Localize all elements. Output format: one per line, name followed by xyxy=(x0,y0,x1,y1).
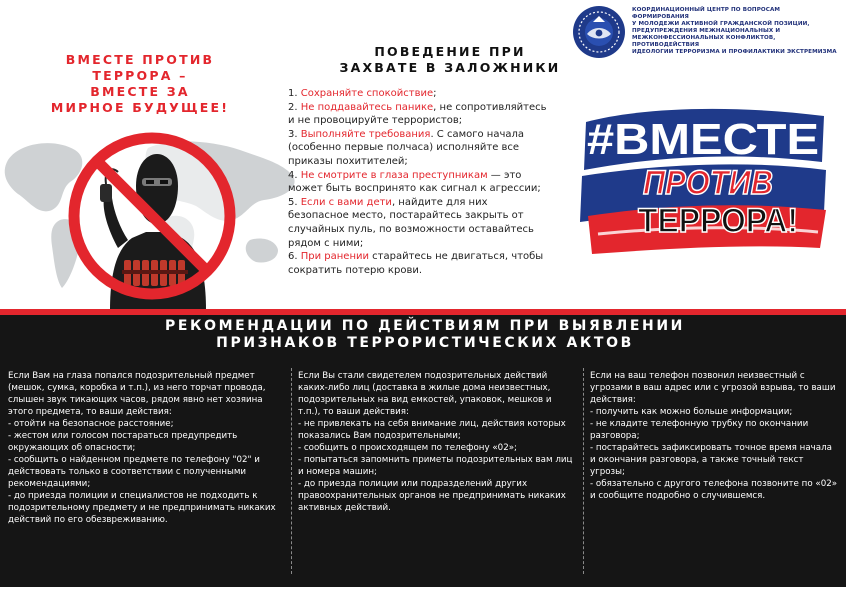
slogan-line: ВМЕСТЕ ПРОТИВ xyxy=(65,52,215,67)
list-item: - попытаться запомнить приметы подозрительных вам лиц и номера машин; xyxy=(298,455,573,477)
list-item: - жестом или голосом постараться предупредить окружающих об опасности; xyxy=(8,431,238,453)
bottom-strip xyxy=(0,587,846,596)
slogan-line: МИРНОЕ БУДУЩЕЕ! xyxy=(50,100,230,115)
item-text: — это может быть воспринято как сигнал к агрессии; xyxy=(288,169,541,195)
terrorist-prohibition-illustration xyxy=(0,120,300,310)
column-divider xyxy=(583,368,584,574)
list-item xyxy=(288,128,548,169)
list-item xyxy=(288,250,548,277)
org-name xyxy=(632,7,837,56)
item-number: 6. xyxy=(288,251,301,263)
item-text: старайтесь не двигаться, чтобы сократить потерю крови. xyxy=(288,251,544,276)
list-item: - сообщить о найденном предмете по телефону "02" и действовать только в соответствии с полученными рекомендациями; xyxy=(8,455,260,489)
vmeste-word: #ВМЕСТЕ xyxy=(587,115,819,164)
recommendation-column-suspicious-persons xyxy=(298,370,576,514)
hostage-instructions-list xyxy=(288,87,548,277)
slogan-line: ВМЕСТЕ ЗА xyxy=(90,84,190,99)
hostage-title-line: ПОВЕДЕНИЕ ПРИ xyxy=(374,44,526,59)
column-divider xyxy=(291,368,292,574)
item-number: 4. xyxy=(288,169,301,181)
terrora-word: ТЕРРОРА! xyxy=(638,202,798,240)
slogan-line: ТЕРРОРА – xyxy=(92,68,188,83)
list-item: - не привлекать на себя внимание лиц, действия которых показались Вам подозрительными; xyxy=(298,419,566,441)
paragraph: Если на ваш телефон позвонил неизвестный с угрозами в ваш адрес или с угрозой взрыва, то ваши действия: xyxy=(590,371,836,405)
item-number: 5. xyxy=(288,196,301,208)
org-name-line: ИДЕОЛОГИИ ТЕРРОРИЗМА И ПРОФИЛАКТИКИ ЭКСТРЕМИЗМА xyxy=(632,49,837,55)
item-highlight: Не поддавайтесь панике xyxy=(300,101,434,113)
list-item: - не кладите телефонную трубку по окончании разговора; xyxy=(590,419,809,441)
list-item: - получить как можно больше информации; xyxy=(590,407,793,417)
item-highlight: Выполняйте требования xyxy=(300,128,431,140)
item-number: 1. xyxy=(288,88,301,99)
list-item xyxy=(288,169,548,196)
list-item: - обязательно с другого телефона позвоните по «02» и сообщите подробно о случившемся. xyxy=(590,479,838,501)
org-name-line: КООРДИНАЦИОННЫЙ ЦЕНТР ПО ВОПРОСАМ ФОРМИРОВАНИЯ xyxy=(632,7,781,20)
item-text: , не сопротивляйтесь и не провоцируйте террористов; xyxy=(288,101,547,127)
slogan xyxy=(40,52,240,116)
list-item: - сообщить о происходящем по телефону «02»; xyxy=(298,443,517,453)
list-item: - отойти на безопасное расстояние; xyxy=(8,419,174,429)
list-item xyxy=(288,87,548,101)
item-number: 3. xyxy=(288,128,301,140)
paragraph: Если Вам на глаза попался подозрительный предмет (мешок, сумка, коробка и т.п.), из него торчат провода, слышен звук тикающих часов, рядом явно нет хозяина этого предмета, то ваши действия: xyxy=(8,371,266,417)
recommendations-title-line: РЕКОМЕНДАЦИИ ПО ДЕЙСТВИЯМ ПРИ ВЫЯВЛЕНИИ xyxy=(165,318,685,334)
protiv-word: ПРОТИВ xyxy=(643,164,773,202)
list-item xyxy=(288,196,548,250)
item-highlight: Сохраняйте спокойствие xyxy=(300,88,434,99)
paragraph: Если Вы стали свидетелем подозрительных действий каких-либо лиц (доставка в жилые дома неизвестных, подозрительных на вид емкостей, упаковок, мешков и т.п.), то ваши действия: xyxy=(298,371,552,417)
recommendation-column-phone-threat xyxy=(590,370,838,502)
recommendations-title xyxy=(60,318,790,352)
item-highlight: Не смотрите в глаза преступникам xyxy=(300,169,488,181)
list-item xyxy=(288,101,548,128)
recommendations-title-line: ПРИЗНАКОВ ТЕРРОРИСТИЧЕСКИХ АКТОВ xyxy=(216,335,634,351)
org-name-line: МЕЖКОНФЕССИОНАЛЬНЫХ КОНФЛИКТОВ, ПРОТИВОДЕЙСТВИЯ xyxy=(632,35,776,48)
org-emblem-icon xyxy=(571,4,627,60)
list-item: - до приезда полиции и специалистов не подходить к подозрительному предмету и не предпринимать никаких действий по его обезвреживанию. xyxy=(8,491,276,525)
org-name-line: ПРЕДУПРЕЖДЕНИЯ МЕЖНАЦИОНАЛЬНЫХ И xyxy=(632,28,781,34)
item-text: . С самого начала (особенно первые полчаса) исполняйте все приказы похитителей; xyxy=(288,128,525,167)
list-item: - до приезда полиции или подразделений других правоохранительных органов не предпринимать никаких активных действий. xyxy=(298,479,566,513)
item-highlight: При ранении xyxy=(300,251,369,263)
hostage-section-title xyxy=(300,44,600,76)
item-highlight: Если с вами дети xyxy=(300,196,392,208)
hostage-title-line: ЗАХВАТЕ В ЗАЛОЖНИКИ xyxy=(339,60,561,75)
vmeste-protiv-terrora-logo xyxy=(578,98,828,258)
org-name-line: У МОЛОДЕЖИ АКТИВНОЙ ГРАЖДАНСКОЙ ПОЗИЦИИ, xyxy=(632,21,810,27)
item-text: ; xyxy=(433,88,437,99)
item-number: 2. xyxy=(288,101,301,113)
recommendation-column-suspicious-object xyxy=(8,370,286,526)
item-text: , найдите для них безопасное место, постарайтесь закрыть от случайных пуль, по возможности оставайтесь рядом с ними; xyxy=(288,196,534,249)
list-item: - постарайтесь зафиксировать точное время начала и окончания разговора, а также точный текст угрозы; xyxy=(590,443,832,477)
